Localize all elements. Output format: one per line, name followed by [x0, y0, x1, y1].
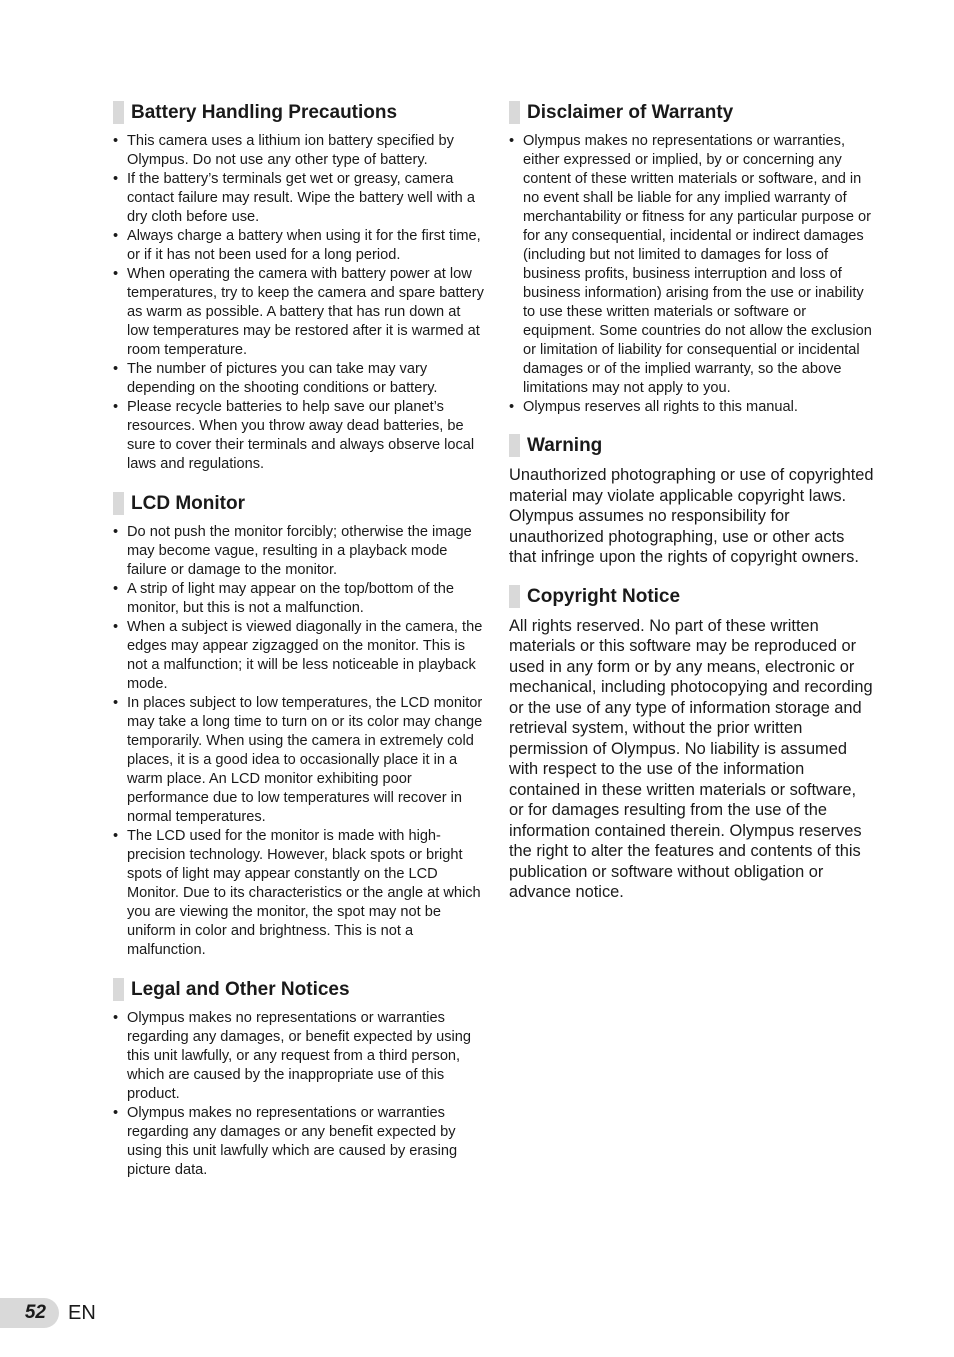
bullet-icon: •	[113, 361, 119, 377]
left-column	[113, 101, 485, 1180]
heading-bar-icon	[113, 492, 124, 515]
heading-bar-icon	[113, 101, 124, 124]
bullet-icon: •	[113, 133, 119, 149]
list-item-text: Olympus makes no representations or warranties regarding any damages, or benefit expected by using this unit lawfully, or any request from a third person, which are caused by the inappropriate use of this product.	[127, 1010, 471, 1102]
list-item	[113, 265, 485, 360]
section-heading	[113, 101, 485, 125]
list-item-text: Please recycle batteries to help save our planet’s resources. When you throw away dead batteries, be sure to cover their terminals and always observe local laws and regulations.	[127, 399, 475, 472]
section-heading	[113, 978, 485, 1002]
bullet-icon: •	[509, 399, 515, 415]
section-heading	[509, 585, 875, 609]
warning-section	[509, 434, 875, 568]
list-item-text: A strip of light may appear on the top/bottom of the monitor, but this is not a malfunction.	[127, 581, 454, 616]
list-item	[113, 132, 485, 170]
copyright-section	[509, 585, 875, 903]
bullet-list	[113, 132, 485, 474]
list-item-text: Olympus makes no representations or warranties regarding any damages or any benefit expected by using this unit lawfully which are caused by erasing picture data.	[127, 1105, 458, 1178]
list-item	[113, 618, 485, 694]
section-title: Disclaimer of Warranty	[527, 102, 734, 123]
list-item-text: The LCD used for the monitor is made with high-precision technology. However, black spots or bright spots of light may appear constantly on the LCD Monitor. Due to its characteristics or the angle at which you are viewing the monitor, the spot may not be uniform in color and brightness. This is not a malfunction.	[127, 828, 481, 958]
bullet-icon: •	[113, 581, 119, 597]
bullet-icon: •	[113, 524, 119, 540]
lcd-section	[113, 492, 485, 960]
bullet-icon: •	[113, 171, 119, 187]
list-item-text: When operating the camera with battery power at low temperatures, try to keep the camera and spare battery as warm as possible. A battery that has run down at low temperatures may be restored after it is warmed at room temperature.	[127, 266, 484, 358]
section-heading	[509, 101, 875, 125]
warning-text: Unauthorized photographing or use of copyrighted material may violate applicable copyright laws. Olympus assumes no responsibility for unauthorized photographing, use or other acts that infringe upon the rights of copyright owners.	[509, 466, 874, 566]
disclaimer-section	[509, 101, 875, 417]
section-title: LCD Monitor	[131, 493, 245, 514]
list-item-text: Do not push the monitor forcibly; otherwise the image may become vague, resulting in a playback mode failure or damage to the monitor.	[127, 524, 472, 578]
bullet-icon: •	[509, 133, 515, 149]
list-item	[113, 170, 485, 227]
list-item	[113, 827, 485, 960]
list-item	[113, 580, 485, 618]
heading-bar-icon	[509, 585, 520, 608]
heading-bar-icon	[113, 978, 124, 1001]
heading-bar-icon	[509, 101, 520, 124]
list-item	[509, 398, 875, 417]
list-item-text: This camera uses a lithium ion battery specified by Olympus. Do not use any other type of battery.	[127, 133, 454, 168]
section-title: Warning	[527, 435, 603, 456]
bullet-icon: •	[113, 828, 119, 844]
right-column	[509, 101, 875, 903]
bullet-icon: •	[113, 399, 119, 415]
section-title: Copyright Notice	[527, 585, 681, 607]
list-item-text: When a subject is viewed diagonally in the camera, the edges may appear zigzagged on the monitor. This is not a malfunction; it will be less noticeable in playback mode.	[127, 619, 483, 692]
bullet-icon: •	[113, 1010, 119, 1026]
bullet-icon: •	[113, 1105, 119, 1121]
page-number: 52	[0, 1298, 59, 1328]
bullet-icon: •	[113, 266, 119, 282]
bullet-list	[509, 132, 875, 417]
list-item-text: Olympus reserves all rights to this manual.	[523, 399, 798, 415]
legal-section	[113, 978, 485, 1180]
section-title: Battery Handling Precautions	[131, 102, 398, 123]
list-item-text: If the battery’s terminals get wet or greasy, camera contact failure may result. Wipe the battery well with a dry cloth before use.	[127, 171, 475, 225]
copyright-text: All rights reserved. No part of these written materials or this software may be reproduced or used in any form or by any means, electronic or mechanical, including photocopying and recording or the use of any type of information storage and retrieval system, without the prior written permission of Olympus. No liability is assumed with respect to the use of the information contained in these written materials or software, or for damages resulting from the use of the information contained therein. Olympus reserves the right to alter the features and contents of this publication or software without obligation or advance notice.	[509, 616, 873, 901]
heading-bar-icon	[509, 434, 520, 457]
bullet-icon: •	[113, 695, 119, 711]
list-item	[113, 398, 485, 474]
bullet-icon: •	[113, 619, 119, 635]
list-item	[509, 132, 875, 398]
list-item	[113, 694, 485, 827]
list-item-text: Olympus makes no representations or warranties, either expressed or implied, by or concerning any content of these written materials or software, and in no event shall be liable for any implied warranty of merchantability or fitness for any particular purpose or for any consequential, incidental or indirect damages (including but not limited to damages for loss of business profits, business interruption and loss of business information) arising from the use or inability to use these written materials or software or equipment. Some countries do not allow the exclusion or limitation of liability for consequential or incidental damages or of the implied warranty, so the above limitations may not apply to you.	[523, 133, 872, 396]
list-item-text: The number of pictures you can take may vary depending on the shooting conditions or battery.	[127, 361, 438, 396]
section-title: Legal and Other Notices	[131, 979, 350, 1000]
list-item	[113, 523, 485, 580]
list-item-text: In places subject to low temperatures, the LCD monitor may take a long time to turn on or its color may change temporarily. When using the camera in extremely cold places, it is a good idea to occasionally place it in a warm place. An LCD monitor exhibiting poor performance due to low temperatures will recover in normal temperatures.	[127, 695, 483, 825]
list-item	[113, 360, 485, 398]
section-heading	[509, 434, 875, 458]
battery-section	[113, 101, 485, 474]
bullet-icon: •	[113, 228, 119, 244]
list-item	[113, 227, 485, 265]
section-heading	[113, 492, 485, 516]
list-item-text: Always charge a battery when using it for the first time, or if it has not been used for a long period.	[127, 228, 481, 263]
list-item	[113, 1009, 485, 1104]
bullet-list	[113, 1009, 485, 1180]
bullet-list	[113, 523, 485, 960]
language-label: EN	[68, 1302, 96, 1324]
list-item	[113, 1104, 485, 1180]
